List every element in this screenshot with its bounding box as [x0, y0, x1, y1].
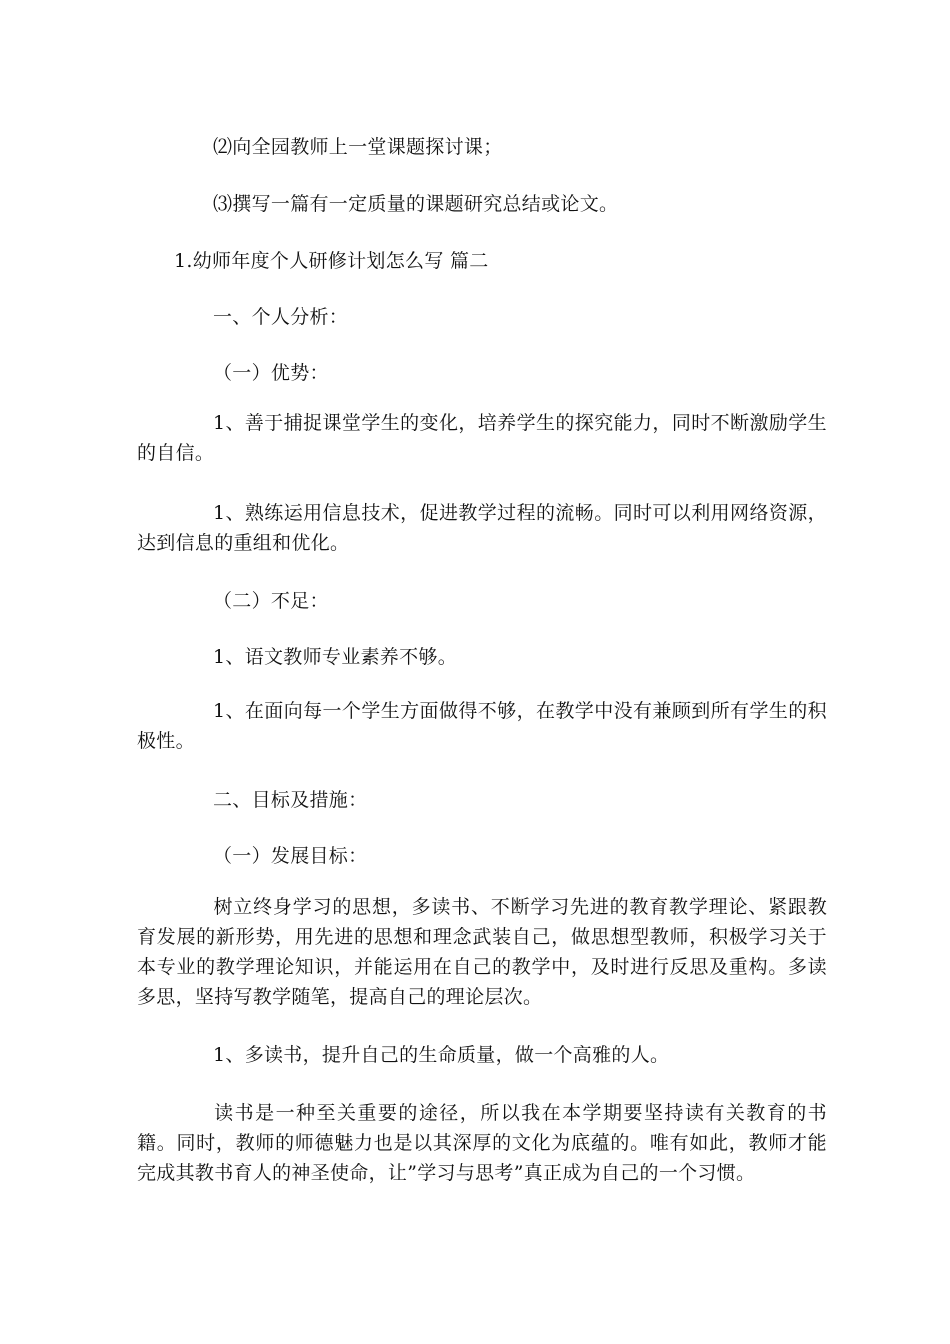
paragraph-weakness-1: 1、语文教师专业素养不够。: [213, 646, 457, 668]
paragraph-reading: [137, 1098, 827, 1188]
paragraph-text: 树立终身学习的思想，多读书、不断学习先进的教育教学理论、紧跟教育发展的新形势，用先进的思想和理念武装自己，做思想型教师，积极学习关于本专业的教学理论知识，并能运用在自己的教学中，及时进行反思及重构。多读多思，坚持写教学随笔，提高自己的理论层次。: [137, 896, 827, 1008]
paragraph-text: 1、善于捕捉课堂学生的变化，培养学生的探究能力，同时不断激励学生的自信。: [137, 412, 827, 464]
heading-weaknesses: （二）不足：: [213, 590, 329, 612]
paragraph-strength-1: [137, 408, 827, 468]
paragraph-weakness-2: [137, 696, 827, 756]
heading-personal-analysis: 一、个人分析：: [213, 306, 349, 328]
paragraph-text: 1、在面向每一个学生方面做得不够，在教学中没有兼顾到所有学生的积极性。: [137, 700, 827, 752]
heading-goals-measures: 二、目标及措施：: [213, 789, 368, 811]
section-heading: 1.幼师年度个人研修计划怎么写 篇二: [174, 250, 489, 272]
paragraph-text: 读书是一种至关重要的途径，所以我在本学期要坚持读有关教育的书籍。同时，教师的师德魅力也是以其深厚的文化为底蕴的。唯有如此，教师才能完成其教书育人的神圣使命，让”学习与思考”真正成为自己的一个习惯。: [137, 1102, 827, 1184]
heading-strengths: （一）优势：: [213, 362, 329, 384]
paragraph-lifelong-learning: [137, 892, 827, 1012]
heading-development-goals: （一）发展目标：: [213, 845, 368, 867]
list-item-3: ⑶撰写一篇有一定质量的课题研究总结或论文。: [213, 193, 619, 215]
paragraph-text: 1、熟练运用信息技术，促进教学过程的流畅。同时可以利用网络资源，达到信息的重组和优化。: [137, 502, 827, 554]
paragraph-read-more: 1、多读书，提升自己的生命质量，做一个高雅的人。: [213, 1044, 670, 1066]
paragraph-strength-2: [137, 498, 827, 558]
list-item-2: ⑵向全园教师上一堂课题探讨课；: [213, 136, 503, 158]
